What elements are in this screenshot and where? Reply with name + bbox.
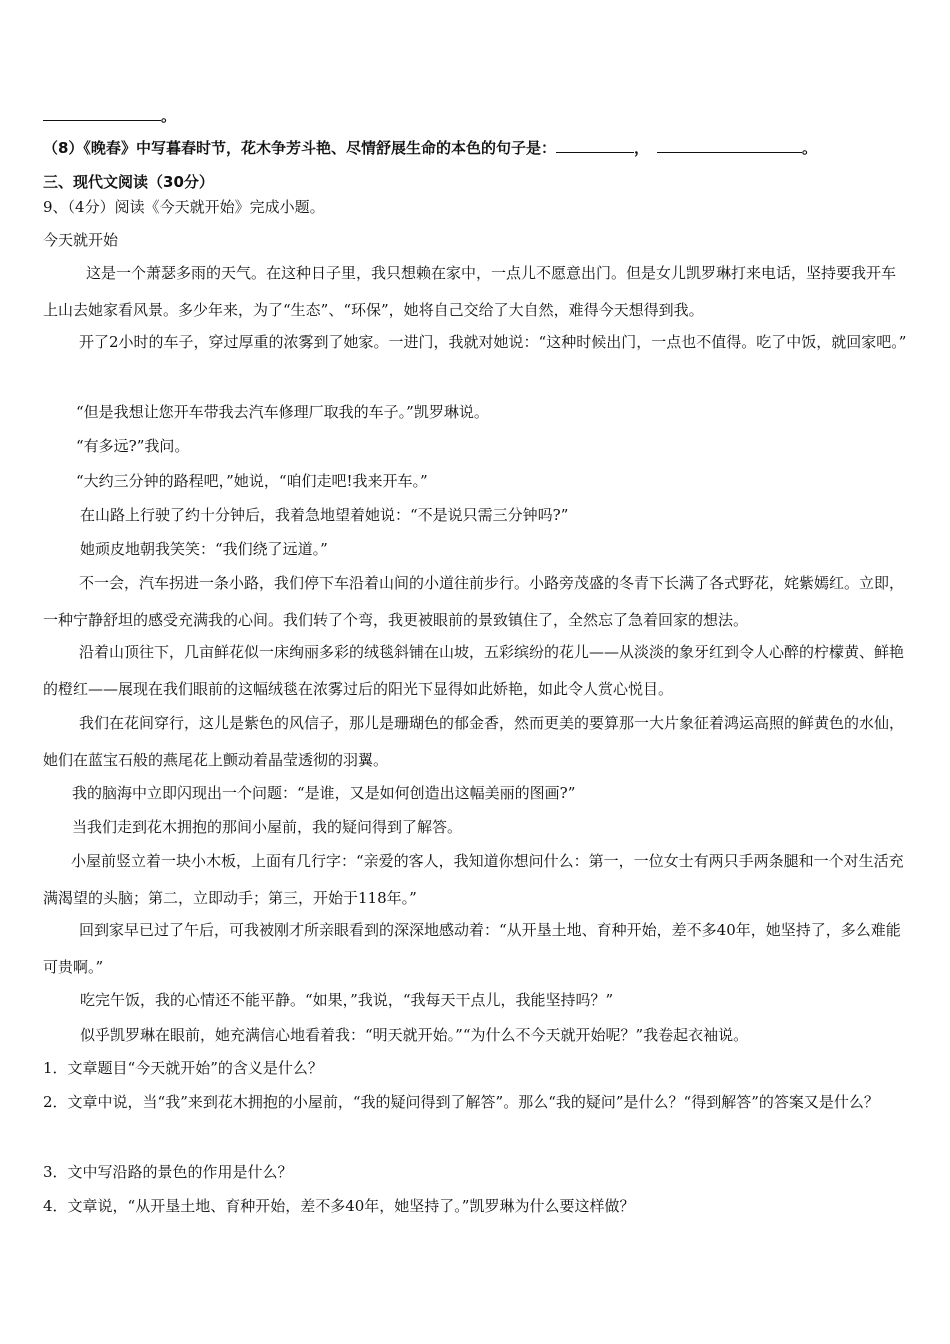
answer-blank[interactable] bbox=[43, 106, 161, 121]
question-9-intro: 9、（4分）阅读《今天就开始》完成小题。 bbox=[43, 198, 325, 216]
paragraph-10: 我们在花间穿行，这儿是紫色的风信子，那儿是珊瑚色的郁金香，然而更美的要算那一大片象征着鸿运高照的鲜黄色的水仙，她们在蓝宝石般的燕尾花上颤动着晶莹透彻的羽翼。 bbox=[43, 714, 905, 769]
paragraph-3: “但是我想让您开车带我去汽车修理厂取我的车子。”凯罗琳说。 bbox=[76, 403, 489, 421]
paragraph-8: 不一会，汽车拐进一条小路，我们停下车沿着山间的小道往前步行。小路旁茂盛的冬青下长满了各式野花，姹紫嫣红。立即，一种宁静舒坦的感受充满我的心间。我们转了个弯，我更被眼前的景致镇住了，全然忘了急着回家的想法。 bbox=[43, 574, 905, 629]
question-2: 2．文章中说，当“我”来到花木拥抱的小屋前，“我的疑问得到了解答”。那么“我的疑问”是什么？“得到解答”的答案又是什么？ bbox=[43, 1093, 879, 1111]
paragraph-7: 她顽皮地朝我笑笑：“我们绕了远道。” bbox=[80, 540, 328, 558]
answer-blank-2[interactable] bbox=[657, 138, 802, 153]
answer-blank-1[interactable] bbox=[556, 138, 634, 153]
question-8-separator: ， bbox=[633, 139, 649, 157]
section-title: 三、现代文阅读（30分） bbox=[43, 173, 214, 191]
question-8-prompt: （8）《晚春》中写暮春时节，花木争芳斗艳、尽情舒展生命的本色的句子是： bbox=[43, 139, 556, 157]
paragraph-16: 似乎凯罗琳在眼前，她充满信心地看着我：“明天就开始。”“为什么不今天就开始呢？”我卷起衣袖说。 bbox=[80, 1026, 749, 1044]
blank-end-punctuation: 。 bbox=[161, 107, 177, 125]
paragraph-9: 沿着山顶往下，几亩鲜花似一床绚丽多彩的绒毯斜铺在山坡，五彩缤纷的花儿——从淡淡的象牙红到令人心醉的柠檬黄、鲜艳的橙红——展现在我们眼前的这幅绒毯在浓雾过后的阳光下显得如此娇艳，如此令人赏心悦目。 bbox=[43, 643, 905, 698]
article-title: 今天就开始 bbox=[43, 231, 119, 249]
question-4: 4．文章说，“从开垦土地、育种开始，差不多40年，她坚持了。”凯罗琳为什么要这样做？ bbox=[43, 1197, 635, 1215]
paragraph-12: 当我们走到花木拥抱的那间小屋前，我的疑问得到了解答。 bbox=[72, 818, 463, 836]
answer-blank-line bbox=[43, 106, 176, 126]
question-8 bbox=[43, 138, 817, 158]
paragraph-5: “大约三分钟的路程吧，”她说，“咱们走吧!我来开车。” bbox=[76, 472, 428, 490]
question-3: 3．文中写沿路的景色的作用是什么？ bbox=[43, 1163, 293, 1181]
paragraph-13: 小屋前竖立着一块小木板，上面有几行字：“亲爱的客人，我知道你想问什么：第一，一位女士有两只手两条腿和一个对生活充满渴望的头脑；第二，立即动手；第三，开始于118年。” bbox=[43, 852, 904, 907]
paragraph-1: 这是一个萧瑟多雨的天气。在这种日子里，我只想赖在家中，一点儿不愿意出门。但是女儿凯罗琳打来电话，坚持要我开车上山去她家看风景。多少年来，为了“生态”、“环保”，她将自己交给了大自然，难得今天想得到我。 bbox=[43, 264, 897, 319]
question-1: 1．文章题目“今天就开始”的含义是什么？ bbox=[43, 1059, 323, 1077]
paragraph-15: 吃完午饭，我的心情还不能平静。“如果，”我说，“我每天干点儿，我能坚持吗？” bbox=[80, 991, 614, 1009]
paragraph-11: 我的脑海中立即闪现出一个问题：“是谁，又是如何创造出这幅美丽的图画?” bbox=[72, 784, 576, 802]
paragraph-6: 在山路上行驶了约十分钟后，我着急地望着她说：“不是说只需三分钟吗?” bbox=[80, 506, 569, 524]
paragraph-14: 回到家早已过了午后，可我被刚才所亲眼看到的深深地感动着：“从开垦土地、育种开始，差不多40年，她坚持了，多么难能可贵啊。” bbox=[43, 921, 901, 976]
paragraph-2: 开了2小时的车子，穿过厚重的浓雾到了她家。一进门，我就对她说：“这种时候出门，一点也不值得。吃了中饭，就回家吧。” bbox=[79, 333, 907, 351]
question-8-end: 。 bbox=[801, 139, 817, 157]
paragraph-4: “有多远?”我问。 bbox=[76, 437, 190, 455]
